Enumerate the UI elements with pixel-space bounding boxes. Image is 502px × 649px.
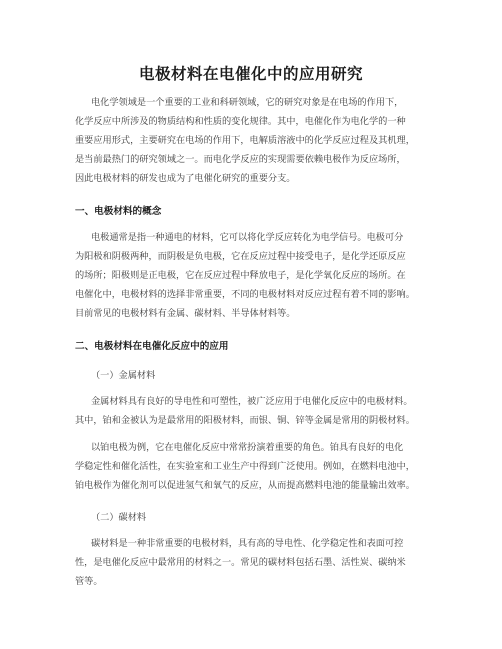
intro-line: 是当前最热门的研究领域之一。而电化学反应的实现需要依赖电极作为反应场所， [75, 154, 406, 165]
intro-line: 因此电极材料的研发也成为了电催化研究的重要分支。 [75, 173, 296, 184]
paragraph-line: 其中，铂和金被认为是最常用的阳极材料，而银、铜、锌等金属是常用的阴极材料。 [75, 415, 415, 426]
section1-line: 电催化中，电极材料的选择非常重要，不同的电极材料对反应过程有着不同的影响。 [75, 289, 415, 300]
paragraph-line: 铂电极作为催化剂可以促进氢气和氧气的反应，从而提高燃料电池的能量输出效率。 [75, 480, 415, 491]
section-heading: 二、电极材料在电催化反应中的应用 [75, 341, 229, 352]
paragraph-line: 管等。 [75, 576, 103, 587]
paragraph-line: 碳材料是一种非常重要的电极材料，具有高的导电性、化学稳定性和表面可控 [91, 538, 404, 549]
paragraph-line: 金属材料具有良好的导电性和可塑性，被广泛应用于电催化反应中的电极材料。 [91, 396, 413, 407]
subsection-heading: （二）碳材料 [91, 512, 147, 523]
section1-line: 为阳极和阴极两种，而阴极是负电极，它在反应过程中接受电子，是化学还原反应 [75, 251, 406, 262]
section1-line: 目前常见的电极材料有金属、碳材料、半导体材料等。 [75, 308, 296, 319]
document-title: 电极材料在电催化中的应用研究 [138, 65, 363, 83]
subsection-heading: （一）金属材料 [91, 370, 156, 381]
section1-line: 的场所；阳极则是正电极，它在反应过程中释放电子，是化学氧化反应的场所。在 [75, 270, 406, 281]
intro-line: 化学反应中所涉及的物质结构和性质的变化规律。其中，电催化作为电化学的一种 [75, 116, 406, 127]
section-heading: 一、电极材料的概念 [75, 206, 162, 217]
intro-line: 重要应用形式，主要研究在电场的作用下，电解质溶液中的化学反应过程及其机理， [75, 135, 415, 146]
paragraph-line: 学稳定性和催化活性，在实验室和工业生产中得到广泛使用。例如，在燃料电池中， [75, 461, 415, 472]
section1-line: 电极通常是指一种通电的材料，它可以将化学反应转化为电学信号。电极可分 [91, 232, 404, 243]
intro-line: 电化学领域是一个重要的工业和科研领域，它的研究对象是在电场的作用下， [91, 97, 404, 108]
paragraph-line: 性，是电催化反应中最常用的材料之一。常见的碳材料包括石墨、活性炭、碳纳米 [75, 557, 406, 568]
paragraph-line: 以铂电极为例，它在电催化反应中常常扮演着重要的角色。铂具有良好的电化 [91, 442, 404, 453]
